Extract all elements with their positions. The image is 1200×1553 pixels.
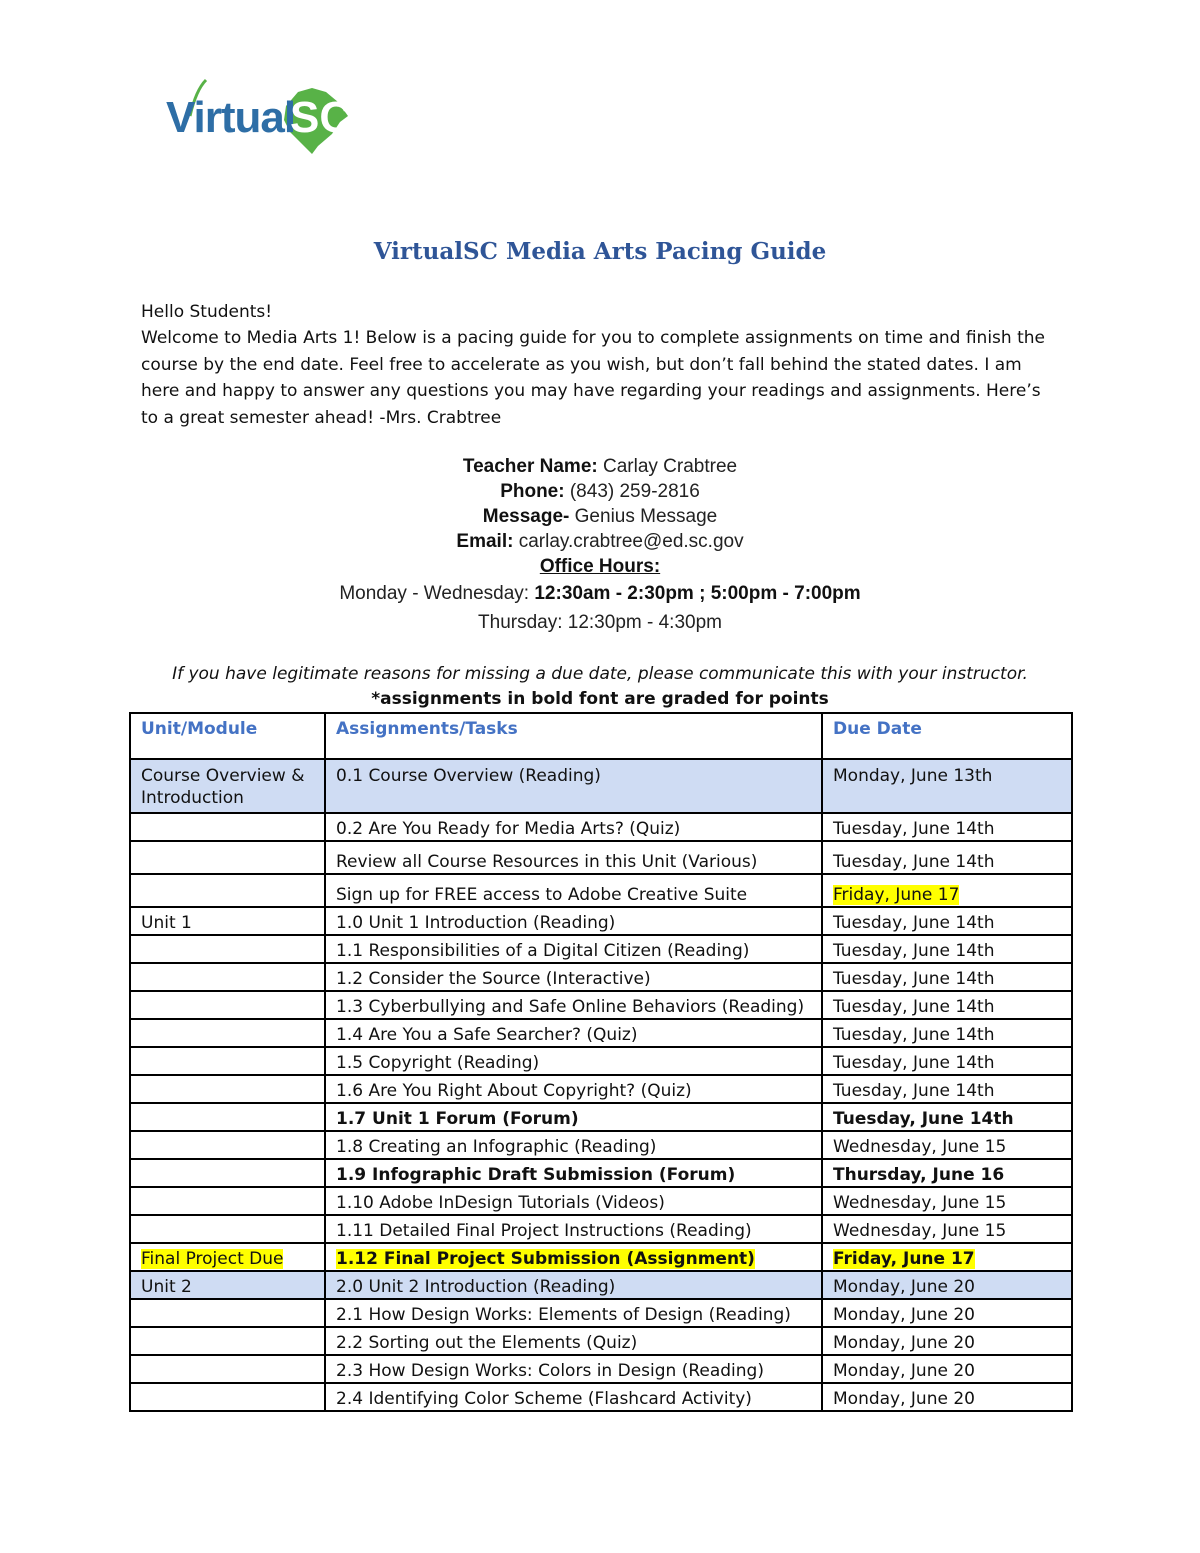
phone-label: Phone: bbox=[500, 481, 565, 502]
due-cell-text: Tuesday, June 14th bbox=[833, 1081, 995, 1101]
unit-cell bbox=[130, 963, 325, 991]
unit-cell bbox=[130, 841, 325, 874]
unit-cell bbox=[130, 1187, 325, 1215]
task-cell bbox=[325, 1187, 822, 1215]
task-cell-text: 1.9 Infographic Draft Submission (Forum) bbox=[336, 1165, 736, 1185]
task-cell-text: 1.7 Unit 1 Forum (Forum) bbox=[336, 1109, 579, 1129]
due-cell-text: Tuesday, June 14th bbox=[833, 913, 995, 933]
intro-body: Welcome to Media Arts 1! Below is a pacing guide for you to complete assignments on time and finish the course by the end date. Feel free to accelerate as you wish, but don’t fall behind the stated dates. I am here and happy to answer any questions you may have regarding your readings and assignments. Here’s to a great semester ahead! -Mrs. Crabtree bbox=[141, 328, 1045, 428]
phone-line bbox=[0, 479, 1200, 504]
unit-cell bbox=[130, 1047, 325, 1075]
task-cell-text: 2.1 How Design Works: Elements of Design (Reading) bbox=[336, 1305, 791, 1325]
task-cell-text: 1.0 Unit 1 Introduction (Reading) bbox=[336, 913, 616, 933]
task-cell bbox=[325, 813, 822, 841]
due-cell bbox=[822, 991, 1072, 1019]
table-row bbox=[130, 1187, 1072, 1215]
table-row bbox=[130, 935, 1072, 963]
due-cell bbox=[822, 813, 1072, 841]
unit-cell-text: Unit 1 bbox=[141, 913, 192, 933]
unit-cell bbox=[130, 1159, 325, 1187]
intro-text bbox=[141, 299, 1061, 431]
due-cell-text: Thursday, June 16 bbox=[833, 1165, 1005, 1185]
task-cell-text: Review all Course Resources in this Unit (Various) bbox=[336, 852, 758, 872]
unit-cell bbox=[130, 1383, 325, 1411]
due-cell bbox=[822, 907, 1072, 935]
due-cell-text: Wednesday, June 15 bbox=[833, 1221, 1007, 1241]
office-hours-line bbox=[0, 554, 1200, 579]
logo-text-sc: SC bbox=[290, 93, 352, 142]
task-cell-text: 1.12 Final Project Submission (Assignment) bbox=[336, 1249, 755, 1269]
table-row bbox=[130, 1047, 1072, 1075]
teacher-name: Carlay Crabtree bbox=[603, 456, 738, 477]
unit-cell bbox=[130, 907, 325, 935]
table-row bbox=[130, 1327, 1072, 1355]
due-cell bbox=[822, 1327, 1072, 1355]
table-row bbox=[130, 1215, 1072, 1243]
header-due: Due Date bbox=[822, 713, 1072, 759]
due-cell-text: Tuesday, June 14th bbox=[833, 819, 995, 839]
teacher-line bbox=[0, 454, 1200, 479]
table-row bbox=[130, 963, 1072, 991]
due-cell bbox=[822, 1103, 1072, 1131]
task-cell bbox=[325, 1355, 822, 1383]
task-cell-text: 1.8 Creating an Infographic (Reading) bbox=[336, 1137, 657, 1157]
task-cell bbox=[325, 1383, 822, 1411]
task-cell bbox=[325, 1299, 822, 1327]
phone-number: (843) 259-2816 bbox=[569, 481, 700, 502]
table-row bbox=[130, 1131, 1072, 1159]
due-cell bbox=[822, 1047, 1072, 1075]
unit-cell bbox=[130, 991, 325, 1019]
task-cell-text: 1.1 Responsibilities of a Digital Citizen (Reading) bbox=[336, 941, 750, 961]
email-address[interactable]: carlay.crabtree@ed.sc.gov bbox=[518, 531, 744, 552]
task-cell bbox=[325, 1047, 822, 1075]
due-cell-text: Monday, June 13th bbox=[833, 766, 993, 786]
message-line bbox=[0, 504, 1200, 529]
table-row bbox=[130, 907, 1072, 935]
unit-cell-text: Unit 2 bbox=[141, 1277, 192, 1297]
task-cell bbox=[325, 841, 822, 874]
task-cell-text: 1.2 Consider the Source (Interactive) bbox=[336, 969, 651, 989]
table-header-row bbox=[130, 713, 1072, 759]
message-value: Genius Message bbox=[574, 506, 718, 527]
task-cell-text: 2.2 Sorting out the Elements (Quiz) bbox=[336, 1333, 638, 1353]
unit-cell bbox=[130, 1215, 325, 1243]
task-cell-text: 1.3 Cyberbullying and Safe Online Behaviors (Reading) bbox=[336, 997, 805, 1017]
table-row bbox=[130, 1271, 1072, 1299]
due-cell bbox=[822, 1299, 1072, 1327]
task-cell bbox=[325, 991, 822, 1019]
table-row bbox=[130, 1159, 1072, 1187]
unit-cell bbox=[130, 813, 325, 841]
unit-cell bbox=[130, 1103, 325, 1131]
task-cell bbox=[325, 963, 822, 991]
due-cell-text: Tuesday, June 14th bbox=[833, 969, 995, 989]
virtualsc-logo bbox=[166, 76, 356, 156]
task-cell-text: 2.0 Unit 2 Introduction (Reading) bbox=[336, 1277, 616, 1297]
due-cell bbox=[822, 1187, 1072, 1215]
virtualsc-logo-graphic bbox=[166, 76, 356, 156]
due-cell-text: Tuesday, June 14th bbox=[833, 1025, 995, 1045]
due-date-note: If you have legitimate reasons for missing a due date, please communicate this with your instructor. bbox=[172, 664, 1028, 684]
task-cell-text: 2.3 How Design Works: Colors in Design (Reading) bbox=[336, 1361, 764, 1381]
unit-cell-text: Final Project Due bbox=[141, 1249, 284, 1269]
task-cell bbox=[325, 935, 822, 963]
due-cell-text: Tuesday, June 14th bbox=[833, 852, 995, 872]
due-cell-text: Monday, June 20 bbox=[833, 1389, 975, 1409]
due-cell-text: Monday, June 20 bbox=[833, 1361, 975, 1381]
email-label: Email: bbox=[456, 531, 514, 552]
due-cell-text: Wednesday, June 15 bbox=[833, 1193, 1007, 1213]
task-cell bbox=[325, 874, 822, 907]
unit-cell bbox=[130, 1075, 325, 1103]
table-row bbox=[130, 1103, 1072, 1131]
due-cell-text: Tuesday, June 14th bbox=[833, 941, 995, 961]
table-row bbox=[130, 1243, 1072, 1271]
due-cell-text: Friday, June 17 bbox=[833, 885, 960, 905]
table-row bbox=[130, 874, 1072, 907]
graded-note: *assignments in bold font are graded for points bbox=[371, 689, 829, 709]
task-cell bbox=[325, 1131, 822, 1159]
due-cell bbox=[822, 1215, 1072, 1243]
table-row bbox=[130, 991, 1072, 1019]
table-row bbox=[130, 841, 1072, 874]
task-cell bbox=[325, 1215, 822, 1243]
due-cell bbox=[822, 759, 1072, 813]
table-row bbox=[130, 1075, 1072, 1103]
pacing-table-body bbox=[130, 713, 1072, 1411]
office-hours-label: Office Hours: bbox=[539, 556, 661, 577]
table-row bbox=[130, 1299, 1072, 1327]
unit-cell bbox=[130, 1327, 325, 1355]
task-cell bbox=[325, 1243, 822, 1271]
unit-cell bbox=[130, 1243, 325, 1271]
task-cell bbox=[325, 1159, 822, 1187]
email-line bbox=[0, 529, 1200, 554]
due-cell-text: Monday, June 20 bbox=[833, 1277, 975, 1297]
task-cell-text: 1.11 Detailed Final Project Instructions (Reading) bbox=[336, 1221, 752, 1241]
task-cell-text: 0.2 Are You Ready for Media Arts? (Quiz) bbox=[336, 819, 681, 839]
task-cell-text: 2.4 Identifying Color Scheme (Flashcard Activity) bbox=[336, 1389, 752, 1409]
logo-text: Virtual bbox=[166, 93, 296, 142]
thursday-hours: Thursday: 12:30pm - 4:30pm bbox=[478, 612, 722, 633]
task-cell bbox=[325, 1271, 822, 1299]
table-row bbox=[130, 813, 1072, 841]
table-row bbox=[130, 1355, 1072, 1383]
unit-cell bbox=[130, 874, 325, 907]
due-cell-text: Tuesday, June 14th bbox=[833, 997, 995, 1017]
task-cell-text: 1.10 Adobe InDesign Tutorials (Videos) bbox=[336, 1193, 665, 1213]
mw-hours: 12:30am - 2:30pm ; 5:00pm - 7:00pm bbox=[534, 583, 861, 604]
due-cell bbox=[822, 1075, 1072, 1103]
header-unit: Unit/Module bbox=[130, 713, 325, 759]
contact-block bbox=[0, 454, 1200, 637]
due-cell bbox=[822, 1383, 1072, 1411]
pacing-table bbox=[129, 712, 1073, 1412]
due-cell-text: Tuesday, June 14th bbox=[833, 1109, 1014, 1129]
due-cell bbox=[822, 874, 1072, 907]
due-cell bbox=[822, 1271, 1072, 1299]
task-cell bbox=[325, 1019, 822, 1047]
due-cell bbox=[822, 1131, 1072, 1159]
table-row bbox=[130, 759, 1072, 813]
due-cell bbox=[822, 1159, 1072, 1187]
due-cell bbox=[822, 841, 1072, 874]
task-cell bbox=[325, 1075, 822, 1103]
message-label: Message- bbox=[482, 506, 570, 527]
unit-cell bbox=[130, 1019, 325, 1047]
header-tasks: Assignments/Tasks bbox=[325, 713, 822, 759]
due-cell bbox=[822, 935, 1072, 963]
due-cell-text: Monday, June 20 bbox=[833, 1333, 975, 1353]
teacher-label: Teacher Name: bbox=[462, 456, 598, 477]
due-cell bbox=[822, 1355, 1072, 1383]
task-cell bbox=[325, 907, 822, 935]
unit-cell bbox=[130, 1355, 325, 1383]
page-title: VirtualSC Media Arts Pacing Guide bbox=[373, 238, 827, 265]
due-cell-text: Wednesday, June 15 bbox=[833, 1137, 1007, 1157]
task-cell-text: 1.6 Are You Right About Copyright? (Quiz) bbox=[336, 1081, 692, 1101]
task-cell-text: Sign up for FREE access to Adobe Creative Suite bbox=[336, 885, 748, 905]
unit-cell bbox=[130, 1299, 325, 1327]
task-cell-text: 1.5 Copyright (Reading) bbox=[336, 1053, 540, 1073]
greeting: Hello Students! bbox=[141, 302, 273, 322]
mw-hours-line bbox=[0, 579, 1200, 608]
due-cell-text: Monday, June 20 bbox=[833, 1305, 975, 1325]
unit-cell bbox=[130, 759, 325, 813]
due-cell-text: Friday, June 17 bbox=[833, 1249, 975, 1269]
unit-cell bbox=[130, 1131, 325, 1159]
table-row bbox=[130, 1383, 1072, 1411]
task-cell bbox=[325, 1103, 822, 1131]
unit-cell bbox=[130, 1271, 325, 1299]
table-row bbox=[130, 1019, 1072, 1047]
task-cell bbox=[325, 1327, 822, 1355]
unit-cell-text: Course Overview & Introduction bbox=[141, 766, 305, 808]
task-cell-text: 1.4 Are You a Safe Searcher? (Quiz) bbox=[336, 1025, 638, 1045]
task-cell-text: 0.1 Course Overview (Reading) bbox=[336, 766, 601, 786]
task-cell bbox=[325, 759, 822, 813]
unit-cell bbox=[130, 935, 325, 963]
due-cell bbox=[822, 1243, 1072, 1271]
due-cell-text: Tuesday, June 14th bbox=[833, 1053, 995, 1073]
due-cell bbox=[822, 1019, 1072, 1047]
mw-label: Monday - Wednesday: bbox=[339, 583, 530, 604]
due-cell bbox=[822, 963, 1072, 991]
